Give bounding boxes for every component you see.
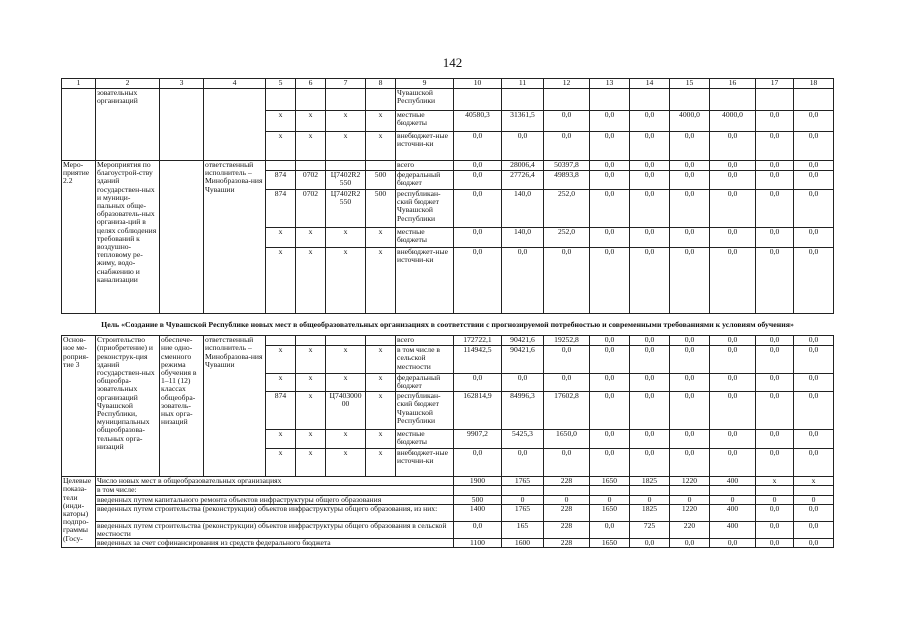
cell: x [366,392,396,430]
value-cell: 0 [544,495,590,504]
value-cell: 0,0 [756,228,794,248]
source-cell: местные бюджеты [396,430,454,449]
value-cell: 0,0 [670,190,710,228]
value-cell: 0,0 [794,228,834,248]
value-cell: 172722,1 [454,336,502,346]
value-cell: 0,0 [794,392,834,430]
value-cell: 0,0 [756,336,794,346]
value-cell: 228 [544,521,590,538]
cell: Ц7402R2 550 [326,171,366,190]
cell: 874 [266,190,296,228]
value-cell: 0,0 [794,132,834,161]
value-cell: 0,0 [454,171,502,190]
cell: x [366,111,396,132]
cell [160,89,204,161]
col-header: 1 [62,79,96,89]
table-row [62,89,834,111]
value-cell: 0,0 [794,346,834,374]
cell [326,89,366,111]
value-cell: 162814,9 [454,392,502,430]
cell: x [326,449,366,477]
value-cell: 0 [756,495,794,504]
table-row [62,521,834,538]
source-cell: федеральный бюджет [396,374,454,392]
value-cell: 0,0 [454,161,502,171]
value-cell: 0,0 [630,346,670,374]
value-cell: 0,0 [710,171,756,190]
value-cell: 0,0 [710,346,756,374]
cell: x [326,430,366,449]
source-cell: всего [396,336,454,346]
value-cell: 0,0 [454,248,502,314]
activity-name-cell: Строительство (приобретение) и реконструк-ция зданий государствен-ных общеобра-зовательных организаций Чувашской Республики, муниципальных общеобразова-тельных орга-низаций [96,336,160,477]
value-cell: 0,0 [794,539,834,548]
value-cell: 0,0 [756,161,794,171]
value-cell: 0,0 [710,449,756,477]
value-cell: 1900 [454,477,502,486]
value-cell: 228 [544,504,590,521]
activity-name-cell: Мероприятия по благоустрой-ству зданий государствен-ных и муници-пальных обще-образователь-ных организа-ций в целях соблюдения требований к воздушно-тепловому ре-жиму, водо-снабжению и канализации [96,161,160,314]
col-header: 6 [296,79,326,89]
cell: x [296,132,326,161]
value-cell: 0,0 [454,521,502,538]
cell: x [296,392,326,430]
value-cell: 0,0 [670,336,710,346]
value-cell: 0,0 [454,228,502,248]
value-cell: 90421,6 [502,346,544,374]
value-cell: 0,0 [590,248,630,314]
cell [160,161,204,314]
value-cell: 0 [502,495,544,504]
value-cell: 0,0 [670,374,710,392]
value-cell: 0,0 [630,336,670,346]
col-header: 15 [670,79,710,89]
value-cell: 0,0 [710,336,756,346]
goal-heading: Цель «Создание в Чувашской Республике новых мест в общеобразовательных организациях в соответствии с прогнозируемой потребностью и современными требованиями к условиям обучения» [62,314,834,336]
value-cell: 0,0 [670,449,710,477]
value-cell [590,486,630,495]
value-cell: 0,0 [630,392,670,430]
indicator-label: введенных за счет софинансирования из средств федерального бюджета [96,539,454,548]
value-cell: 228 [544,477,590,486]
cell: x [366,228,396,248]
source-cell: республикан-ский бюджет Чувашской Республики [396,190,454,228]
value-cell [794,486,834,495]
column-number-row [62,79,834,89]
table-row [62,486,834,495]
value-cell: 0,0 [670,539,710,548]
source-cell: внебюджет-ные источни-ки [396,449,454,477]
value-cell: 0,0 [630,111,670,132]
value-cell: 0,0 [630,190,670,228]
value-cell: 0,0 [794,111,834,132]
cell: x [296,449,326,477]
value-cell: 0,0 [794,248,834,314]
source-cell: всего [396,161,454,171]
col-header: 4 [204,79,266,89]
cell: x [296,346,326,374]
value-cell [502,486,544,495]
value-cell: 500 [454,495,502,504]
value-cell: 1650 [590,504,630,521]
value-cell: 0,0 [590,449,630,477]
col-header: 10 [454,79,502,89]
value-cell: 0 [630,495,670,504]
value-cell: 0,0 [756,190,794,228]
value-cell: 1220 [670,504,710,521]
value-cell: 0,0 [670,228,710,248]
activity-number-cell: Меро-приятие 2.2 [62,161,96,314]
cell: 0702 [296,171,326,190]
cell: x [266,346,296,374]
value-cell: 0,0 [544,374,590,392]
value-cell: 0,0 [670,132,710,161]
value-cell: 0,0 [710,539,756,548]
value-cell: 0,0 [590,521,630,538]
value-cell: 0,0 [502,248,544,314]
source-cell: в том числе в сельской местности [396,346,454,374]
source-cell: республикан-ский бюджет Чувашской Республики [396,392,454,430]
cell: x [296,248,326,314]
value-cell: 0,0 [590,346,630,374]
col-header: 17 [756,79,794,89]
cell: x [366,430,396,449]
cell: x [296,374,326,392]
value-cell: 140,0 [502,228,544,248]
value-cell: 0,0 [544,111,590,132]
value-cell: 0,0 [630,228,670,248]
value-cell: 0,0 [794,190,834,228]
value-cell: 17602,8 [544,392,590,430]
value-cell: 0,0 [590,374,630,392]
value-cell: 0,0 [794,171,834,190]
value-cell: 0,0 [794,374,834,392]
source-cell: федеральный бюджет [396,171,454,190]
cell: x [366,132,396,161]
value-cell: 400 [710,504,756,521]
value-cell: 0,0 [756,132,794,161]
value-cell [454,486,502,495]
value-cell: 0,0 [756,521,794,538]
value-cell: 49893,8 [544,171,590,190]
value-cell [756,486,794,495]
value-cell: 0,0 [710,228,756,248]
col-header: 14 [630,79,670,89]
cell [296,336,326,346]
value-cell: 0,0 [544,132,590,161]
value-cell: 40580,3 [454,111,502,132]
cell: 500 [366,190,396,228]
cell: x [366,449,396,477]
cell: x [266,228,296,248]
value-cell: 0,0 [630,248,670,314]
col-header: 2 [96,79,160,89]
table-row [62,336,834,346]
cell: x [326,374,366,392]
col-header: 3 [160,79,204,89]
value-cell: 220 [670,521,710,538]
indicator-title-cell: Целевые показа-тели (инди-каторы) подпро-граммы (Госу- [62,477,96,548]
table-row [62,161,834,171]
value-cell: 0,0 [710,132,756,161]
value-cell: 0,0 [756,346,794,374]
cell [366,89,396,111]
value-cell: x [794,477,834,486]
cell: 874 [266,171,296,190]
cell: Ц7402R2 550 [326,190,366,228]
value-cell [544,486,590,495]
value-cell: 0,0 [710,190,756,228]
cell [62,89,96,161]
cell: x [326,228,366,248]
value-cell: 1400 [454,504,502,521]
value-cell: 0,0 [590,392,630,430]
cell [204,89,266,161]
cell: 0702 [296,190,326,228]
value-cell: 0,0 [670,171,710,190]
cell: x [266,111,296,132]
table-row [62,539,834,548]
value-cell: 0,0 [630,132,670,161]
value-cell: 1220 [670,477,710,486]
cell: x [266,449,296,477]
col-header: 5 [266,79,296,89]
value-cell: 0 [590,495,630,504]
col-header: 18 [794,79,834,89]
page-number: 142 [442,55,463,70]
value-cell: 0,0 [630,374,670,392]
source-cell: внебюджет-ные источни-ки [396,248,454,314]
value-cell: 0,0 [630,161,670,171]
value-cell: 114942,5 [454,346,502,374]
value-cell: 0,0 [590,336,630,346]
value-cell [630,486,670,495]
cell [296,89,326,111]
value-cell: 0,0 [794,336,834,346]
cell: x [266,248,296,314]
activity-number-cell: Основ-ное ме-роприя-тие 3 [62,336,96,477]
value-cell: 0,0 [710,430,756,449]
goal-row [62,314,834,336]
col-header: 8 [366,79,396,89]
value-cell: 0,0 [670,248,710,314]
value-cell: 0,0 [756,111,794,132]
cell: x [326,346,366,374]
value-cell: 4000,0 [710,111,756,132]
executor-cell: ответственный исполнитель – Минобразова-ния Чувашии [204,161,266,314]
value-cell: 1825 [630,477,670,486]
value-cell: 50397,8 [544,161,590,171]
value-cell: 1650 [590,539,630,548]
value-cell: 0,0 [454,132,502,161]
value-cell: 725 [630,521,670,538]
value-cell: 0,0 [756,430,794,449]
cell [266,336,296,346]
value-cell: 0,0 [710,248,756,314]
value-cell: 0,0 [756,539,794,548]
value-cell: 19252,8 [544,336,590,346]
value-cell: 0,0 [502,374,544,392]
col-header: 7 [326,79,366,89]
cell [366,336,396,346]
value-cell: 1825 [630,504,670,521]
value-cell: 1600 [502,539,544,548]
value-cell: 165 [502,521,544,538]
value-cell: 0,0 [590,171,630,190]
value-cell: 0,0 [670,346,710,374]
value-cell: 0,0 [756,449,794,477]
value-cell: 0,0 [630,171,670,190]
value-cell: 0,0 [544,346,590,374]
cell: x [266,132,296,161]
cell: x [366,346,396,374]
value-cell: 0,0 [590,161,630,171]
cell: Ц7403000 00 [326,392,366,430]
purpose-cell: обеспече-ние одно-сменного режима обучения в 1–11 (12) классах общеобра-зователь-ных орга-низаций [160,336,204,477]
table-row [62,477,834,486]
indicator-label: введенных путем строительства (реконструкции) объектов инфраструктуры общего образования в сельской местности [96,521,454,538]
cell: x [266,430,296,449]
value-cell: 1650,0 [544,430,590,449]
table-row [62,495,834,504]
col-header: 11 [502,79,544,89]
value-cell: 0,0 [454,190,502,228]
cell [326,336,366,346]
value-cell: 0 [794,495,834,504]
value-cell: 0,0 [544,248,590,314]
indicator-label: введенных путем строительства (реконструкции) объектов инфраструктуры общего образования, из них: [96,504,454,521]
source-cell: местные бюджеты [396,228,454,248]
value-cell: 0,0 [670,430,710,449]
cell: 500 [366,171,396,190]
value-cell: 0,0 [756,374,794,392]
value-cell [670,486,710,495]
value-cell: 0,0 [544,449,590,477]
value-cell: 252,0 [544,190,590,228]
value-cell: 1765 [502,477,544,486]
cell: x [326,248,366,314]
value-cell: 31361,5 [502,111,544,132]
value-cell: 0,0 [502,449,544,477]
value-cell: 0,0 [630,430,670,449]
value-cell: 0,0 [630,449,670,477]
value-cell: 1650 [590,477,630,486]
cell: x [326,132,366,161]
indicator-label: в том числе: [96,486,454,495]
value-cell: 0,0 [794,449,834,477]
cell [366,161,396,171]
col-header: 13 [590,79,630,89]
indicator-label: введенных путем капитального ремонта объектов инфраструктуры общего образования [96,495,454,504]
value-cell: 0,0 [454,449,502,477]
value-cell: 0,0 [590,430,630,449]
cell: x [366,248,396,314]
value-cell: 84996,3 [502,392,544,430]
value-cell: x [756,477,794,486]
value-cell: 0,0 [590,190,630,228]
source-cell: Чувашской Республики [396,89,454,111]
value-cell: 28006,4 [502,161,544,171]
cell: x [296,111,326,132]
value-cell: 0,0 [590,111,630,132]
value-cell: 0,0 [502,132,544,161]
value-cell: 1765 [502,504,544,521]
value-cell: 4000,0 [670,111,710,132]
value-cell: 0,0 [756,248,794,314]
value-cell: 0,0 [590,132,630,161]
value-cell: 27726,4 [502,171,544,190]
cell: 874 [266,392,296,430]
cell [326,161,366,171]
value-cell: 0,0 [794,504,834,521]
value-cell: 0,0 [710,374,756,392]
value-cell: 400 [710,521,756,538]
cell [266,161,296,171]
value-cell: 0,0 [710,392,756,430]
value-cell: 140,0 [502,190,544,228]
col-header: 16 [710,79,756,89]
value-cell: 0,0 [454,374,502,392]
value-cell: 5425,3 [502,430,544,449]
value-cell: 1100 [454,539,502,548]
value-cell: 0,0 [794,430,834,449]
value-cell: 0 [710,495,756,504]
cell [266,89,296,111]
value-cell: 0,0 [756,392,794,430]
cell [296,161,326,171]
org-name-cell: зовательных организаций [96,89,160,161]
value-cell: 0,0 [794,161,834,171]
cell: x [266,374,296,392]
col-header: 9 [396,79,454,89]
value-cell [710,486,756,495]
source-cell: внебюджет-ные источни-ки [396,132,454,161]
value-cell: 90421,6 [502,336,544,346]
value-cell: 0,0 [756,504,794,521]
value-cell: 0,0 [670,392,710,430]
value-cell: 228 [544,539,590,548]
cell: x [326,111,366,132]
value-cell: 0,0 [590,228,630,248]
col-header: 12 [544,79,590,89]
value-cell: 0 [670,495,710,504]
value-cell: 400 [710,477,756,486]
value-cell: 9907,2 [454,430,502,449]
value-cell: 0,0 [630,539,670,548]
cell: x [366,374,396,392]
source-cell: местные бюджеты [396,111,454,132]
cell: x [296,228,326,248]
value-cell: 252,0 [544,228,590,248]
value-cell: 0,0 [710,161,756,171]
value-cell: 0,0 [756,171,794,190]
value-cell: 0,0 [794,521,834,538]
indicator-label: Число новых мест в общеобразовательных организациях [96,477,454,486]
cell: x [296,430,326,449]
executor-cell: ответственный исполнитель – Минобразова-ния Чувашии [204,336,266,477]
table-row [62,504,834,521]
budget-table [61,78,834,548]
value-cell: 0,0 [670,161,710,171]
